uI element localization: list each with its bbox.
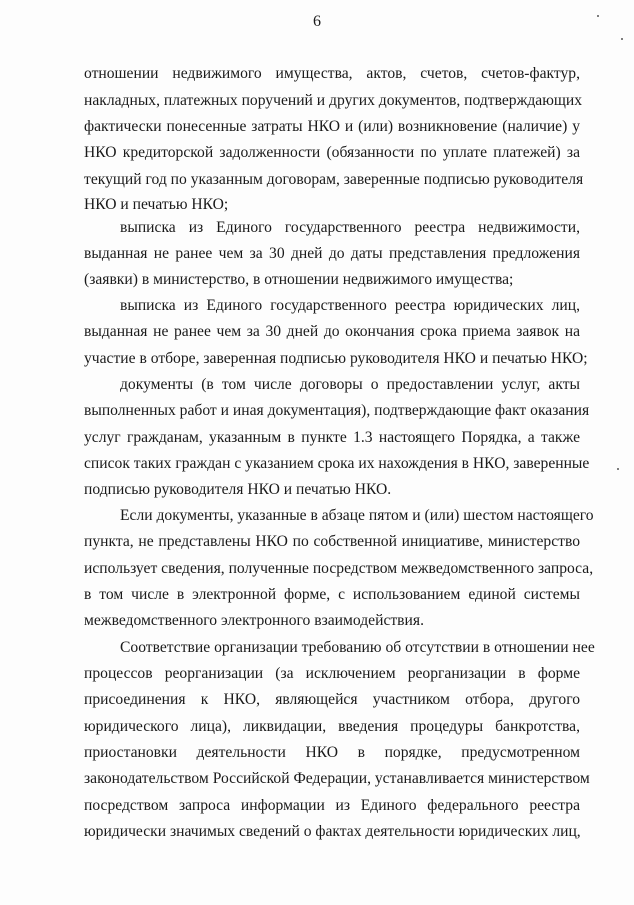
text-line: Соответствие организации требованию об отсутствии в отношении нее [120,639,595,656]
text-line: подписью руководителя НКО и печатью НКО. [84,481,392,498]
text-line: выполненных работ и иная документация), подтверждающие факт оказания [84,402,590,419]
text-line: выписка из Единого государственного реестра недвижимости, [120,219,580,236]
scan-speck [597,15,599,17]
text-line: выданная не ранее чем за 30 дней до окончания срока приема заявок на [84,323,580,340]
scan-speck [621,38,623,40]
text-line: накладных, платежных поручений и других документов, подтверждающих [84,92,583,109]
text-line: пункта, не представлены НКО по собственной инициативе, министерство [84,533,580,550]
text-line: Если документы, указанные в абзаце пятом и (или) шестом настоящего [120,507,594,524]
text-line: межведомственного электронного взаимодействия. [84,612,424,629]
text-line: посредством запроса информации из Единого федерального реестра [84,797,580,814]
text-line: юридически значимых сведений о фактах деятельности юридических лиц, [84,823,581,840]
text-line: присоединения к НКО, являющейся участником отбора, другого [84,691,580,708]
text-line: в том числе в электронной форме, с использованием единой системы [84,586,580,603]
scan-speck [617,468,619,470]
text-line: юридического лица), ликвидации, введения процедуры банкротства, [84,718,580,735]
text-line: участие в отборе, заверенная подписью руководителя НКО и печатью НКО; [84,350,588,367]
text-line: использует сведения, полученные посредством межведомственного запроса, [84,560,594,577]
text-line: выписка из Единого государственного реестра юридических лиц, [120,297,580,314]
page-number: 6 [313,13,321,30]
text-line: приостановки деятельности НКО в порядке, предусмотренном [84,744,580,761]
text-line: список таких граждан с указанием срока их нахождения в НКО, заверенные [84,455,590,472]
text-line: услуг гражданам, указанным в пункте 1.3 настоящего Порядка, а также [84,429,580,446]
text-line: НКО кредиторской задолженности (обязанности по уплате платежей) за [84,144,580,161]
text-line: НКО и печатью НКО; [84,196,229,213]
text-line: отношении недвижимого имущества, актов, счетов, счетов-фактур, [84,65,580,82]
text-line: документы (в том числе договоры о предоставлении услуг, акты [120,376,580,393]
text-line: процессов реорганизации (за исключением реорганизации в форме [84,665,580,682]
text-line: (заявки) в министерство, в отношении недвижимого имущества; [84,271,514,288]
text-line: законодательством Российской Федерации, устанавливается министерством [84,770,590,787]
text-line: выданная не ранее чем за 30 дней до даты представления предложения [84,245,580,262]
text-line: фактически понесенные затраты НКО и (или) возникновение (наличие) у [84,118,580,135]
text-line: текущий год по указанным договорам, заверенные подписью руководителя [84,171,584,188]
